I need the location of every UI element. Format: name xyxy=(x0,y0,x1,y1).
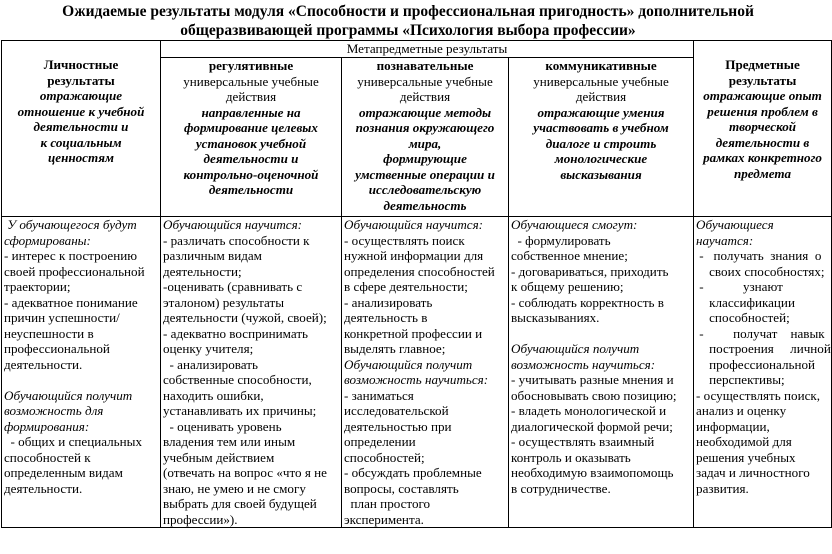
body-communicative xyxy=(509,217,694,528)
subject-items-line: способностей; xyxy=(696,310,790,325)
subject-subheading-line: решения проблем в xyxy=(707,103,818,119)
personal-items-line: траектории; xyxy=(4,279,71,294)
communicative-desc xyxy=(511,105,691,183)
personal-intro-2-line: возможность для xyxy=(4,403,104,418)
cognitive-items-line: - анализировать xyxy=(344,294,433,310)
page-title xyxy=(0,2,816,40)
cognitive-desc-line: деятельность xyxy=(383,197,467,213)
regulatory-items-line: - адекватно воспринимать xyxy=(163,325,309,341)
communicative-sub-line: действия xyxy=(575,89,627,104)
body-subject xyxy=(694,217,832,528)
regulatory-desc-line: деятельности xyxy=(208,182,294,197)
subject-items-line: построения личной xyxy=(696,341,831,356)
cognitive-items-2 xyxy=(344,388,506,528)
cognitive-items-2-line: способностей; xyxy=(344,449,425,465)
communicative-items-2-line: контроль и оказывать xyxy=(511,449,631,465)
subject-subheading-line: рамках конкретного xyxy=(703,150,822,165)
cognitive-sub-line: действия xyxy=(399,89,451,104)
cognitive-items-2-line: определении xyxy=(344,434,416,449)
regulatory-items-line: владения тем или иным xyxy=(163,434,296,449)
personal-items-2 xyxy=(4,434,158,496)
subject-items-line: классификации xyxy=(696,294,795,310)
cognitive-items-line: определения способностей xyxy=(344,263,495,279)
regulatory-items-line: профессии»). xyxy=(163,511,238,527)
regulatory-desc-line: контрольно-оценочной xyxy=(183,166,319,182)
regulatory-heading: регулятивные xyxy=(208,58,294,73)
communicative-items-2-line: обосновывать свою позицию; xyxy=(511,387,677,403)
cognitive-items-2-line: исследовательской xyxy=(344,403,449,418)
regulatory-desc-line: направленные на xyxy=(201,104,301,120)
header-communicative xyxy=(509,58,694,217)
subject-subheading-line: предмета xyxy=(733,165,792,181)
communicative-items-line: - формулировать xyxy=(511,232,611,248)
regulatory-items-line: собственные способности, xyxy=(163,372,312,387)
communicative-items-line: к общему решению; xyxy=(511,279,624,294)
title-line-1: Ожидаемые результаты модуля «Способности и профессиональная пригодность» дополнительной xyxy=(62,3,754,20)
regulatory-sub-line: универсальные учебные xyxy=(183,73,319,89)
regulatory-intro: Обучающийся научится: xyxy=(163,217,303,232)
personal-items-2-line: определенным видам xyxy=(4,465,123,480)
cognitive-items-2-line: вопросы, составлять xyxy=(344,480,459,496)
communicative-items-2-line: в сотрудничестве. xyxy=(511,480,611,496)
regulatory-items-line: учебным действием xyxy=(163,449,275,465)
regulatory-items-line: устанавливать их причины; xyxy=(163,403,317,418)
personal-heading xyxy=(4,57,158,88)
cognitive-items xyxy=(344,233,506,357)
subject-items-line: своих способностях; xyxy=(696,263,825,279)
personal-items xyxy=(4,248,158,372)
cognitive-intro-2 xyxy=(344,357,506,388)
header-subject xyxy=(694,41,832,217)
regulatory-desc xyxy=(163,105,339,198)
subject-intro xyxy=(696,217,829,248)
cognitive-sub-line: универсальные учебные xyxy=(357,73,493,89)
subject-items-line: развития. xyxy=(696,480,749,496)
header-regulatory xyxy=(161,58,342,217)
subject-items-line: решения учебных xyxy=(696,449,796,465)
communicative-desc-line: участвовать в учебном xyxy=(533,120,669,135)
subject-heading xyxy=(696,57,829,88)
personal-items-2-line: - общих и специальных xyxy=(4,434,143,449)
communicative-items-2 xyxy=(511,372,691,496)
cognitive-items-line: деятельность в xyxy=(344,310,428,325)
body-regulatory xyxy=(161,217,342,528)
cognitive-items-line: в сфере деятельности; xyxy=(344,279,468,294)
regulatory-items-line: оценку учителя; xyxy=(163,341,254,356)
personal-intro-2 xyxy=(4,388,158,435)
personal-intro-2-line: Обучающийся получит xyxy=(4,387,133,403)
communicative-items-2-line: - владеть монологической и xyxy=(511,403,667,418)
communicative-items-line: - договариваться, приходить xyxy=(511,263,669,279)
personal-items-2-line: деятельности. xyxy=(4,480,83,496)
cognitive-desc-line: формирующие xyxy=(383,151,467,166)
personal-subheading-line: деятельности и xyxy=(33,119,129,134)
personal-items-line: - интерес к построению xyxy=(4,248,138,263)
cognitive-heading: познавательные xyxy=(376,58,474,73)
regulatory-items-line: выбрать для своей будущей xyxy=(163,496,317,511)
communicative-items-line: собственное мнение; xyxy=(511,248,628,263)
subject-intro-line: научатся: xyxy=(696,232,754,248)
regulatory-desc-line: деятельности и xyxy=(203,151,299,166)
personal-subheading-line: отражающие xyxy=(39,88,123,103)
communicative-desc-line: диалоге и строить xyxy=(545,135,657,151)
regulatory-items-line: эталоном) результаты xyxy=(163,294,285,310)
cognitive-items-2-line: план простого xyxy=(344,496,431,511)
communicative-items-line: высказываниях. xyxy=(511,310,600,325)
personal-subheading-line: ценностям xyxy=(47,150,115,165)
cognitive-items-line: - осуществлять поиск xyxy=(344,232,465,248)
subject-subheading-line: отражающие опыт xyxy=(703,88,822,103)
regulatory-sub xyxy=(163,74,339,105)
personal-subheading-line: отношение к учебной xyxy=(17,103,145,119)
subject-heading-line: Предметные xyxy=(725,57,800,72)
cognitive-intro-2-line: возможность научиться: xyxy=(344,372,489,387)
communicative-desc-line: монологические xyxy=(554,151,648,166)
subject-items-line: - осуществлять поиск, xyxy=(696,387,821,403)
regulatory-items-line: находить ошибки, xyxy=(163,387,264,403)
communicative-intro-2 xyxy=(511,341,691,372)
regulatory-items-line: деятельности (чужой, своей); xyxy=(163,310,327,325)
personal-intro-line: У обучающегося будут xyxy=(4,217,137,232)
personal-intro-2-line: формирования: xyxy=(4,418,90,434)
header-cognitive xyxy=(342,58,509,217)
subject-subheading xyxy=(696,88,829,181)
personal-subheading xyxy=(4,88,158,166)
communicative-sub xyxy=(511,74,691,105)
header-personal xyxy=(2,41,161,217)
personal-intro-line: сформированы: xyxy=(4,232,91,248)
cognitive-items-line: выделять главное; xyxy=(344,341,446,356)
subject-items xyxy=(696,248,829,496)
communicative-desc-line: высказывания xyxy=(560,166,642,182)
communicative-sub-line: универсальные учебные xyxy=(533,73,669,89)
cognitive-items-line: конкретной профессии и xyxy=(344,325,483,341)
regulatory-items-line: деятельности; xyxy=(163,263,242,279)
subject-intro-line: Обучающиеся xyxy=(696,217,774,232)
subject-items-line: - получат навык xyxy=(696,325,825,341)
subject-items-line: анализ и оценку xyxy=(696,403,787,418)
personal-items-line: - адекватное понимание xyxy=(4,294,138,310)
subject-items-line: задач и личностного xyxy=(696,465,810,480)
subject-subheading-line: творческой xyxy=(728,119,797,134)
communicative-intro-2-line: Обучающийся получит xyxy=(511,341,640,356)
communicative-items-2-line: - учитывать разные мнения и xyxy=(511,372,674,387)
regulatory-items-line: (отвечать на вопрос «что я не xyxy=(163,465,327,480)
title-line-2: общеразвивающей программы «Психология выбора профессии» xyxy=(180,22,636,39)
subject-heading-line: результаты xyxy=(728,72,797,88)
subject-items-line: информации, xyxy=(696,418,770,434)
body-cognitive xyxy=(342,217,509,528)
subject-items-line: необходимой для xyxy=(696,434,792,449)
body-row xyxy=(2,217,832,528)
regulatory-desc-line: формирование целевых xyxy=(184,120,318,135)
communicative-intro-2-line: возможность научиться: xyxy=(511,356,656,372)
header-meta: Метапредметные результаты xyxy=(161,41,694,58)
personal-items-line: своей профессиональной xyxy=(4,263,145,279)
personal-items-2-line: способностей к xyxy=(4,449,91,465)
cognitive-items-2-line: деятельностью при xyxy=(344,418,452,434)
communicative-desc-line: отражающие умения xyxy=(537,104,665,120)
cognitive-items-2-line: - обсуждать проблемные xyxy=(344,465,482,480)
communicative-items-2-line: диалогической формой речи; xyxy=(511,418,673,434)
subject-items-line: - узнают xyxy=(696,279,783,294)
results-table xyxy=(1,40,832,528)
personal-items-line: неуспешности в xyxy=(4,325,94,341)
subject-items-line: перспективы; xyxy=(696,372,785,387)
subject-items-line: профессиональной xyxy=(696,356,816,372)
cognitive-intro: Обучающийся научится: xyxy=(344,217,484,232)
subject-items-line: - получать знания о xyxy=(696,248,822,263)
regulatory-items-line: различным видам xyxy=(163,248,262,263)
personal-intro xyxy=(4,217,158,248)
regulatory-items-line: - анализировать xyxy=(163,356,258,372)
cognitive-desc-line: познания окружающего xyxy=(355,120,495,135)
communicative-intro: Обучающиеся смогут: xyxy=(511,217,638,232)
personal-items-line: причин успешности/ xyxy=(4,310,120,325)
communicative-heading: коммуникативные xyxy=(545,58,657,73)
cognitive-desc-line: мира, xyxy=(408,135,442,151)
regulatory-items-line: - различать способности к xyxy=(163,232,310,248)
cognitive-desc-line: исследовательскую xyxy=(368,182,482,197)
cognitive-items-2-line: эксперимента. xyxy=(344,511,424,527)
subject-subheading-line: деятельности в xyxy=(715,134,810,150)
regulatory-items-line: -оценивать (сравнивать с xyxy=(163,279,303,294)
personal-heading-line: Личностные xyxy=(43,57,119,72)
cognitive-desc-line: отражающие методы xyxy=(358,104,492,120)
cognitive-sub xyxy=(344,74,506,105)
communicative-items xyxy=(511,233,691,326)
communicative-items-line: - соблюдать корректность в xyxy=(511,294,664,310)
body-personal xyxy=(2,217,161,528)
cognitive-items-line: нужной информации для xyxy=(344,248,484,263)
cognitive-items-2-line: - заниматься xyxy=(344,387,414,403)
personal-heading-line: результаты xyxy=(47,72,115,88)
personal-items-line: деятельности. xyxy=(4,356,83,372)
header-row-meta xyxy=(2,41,832,58)
personal-items-line: профессиональной xyxy=(4,341,110,356)
cognitive-desc-line: умственные операции и xyxy=(355,166,495,182)
communicative-items-2-line: необходимую взаимопомощь xyxy=(511,465,674,480)
regulatory-desc-line: установок учебной xyxy=(195,135,307,151)
communicative-items-2-line: - осуществлять взаимный xyxy=(511,434,655,449)
cognitive-desc xyxy=(344,105,506,214)
regulatory-sub-line: действия xyxy=(225,89,277,104)
regulatory-items-line: знаю, не умею и не смогу xyxy=(163,480,306,496)
regulatory-items-line: - оценивать уровень xyxy=(163,418,282,434)
regulatory-items xyxy=(163,233,339,528)
cognitive-intro-2-line: Обучающийся получит xyxy=(344,356,473,372)
personal-subheading-line: к социальным xyxy=(40,134,122,150)
